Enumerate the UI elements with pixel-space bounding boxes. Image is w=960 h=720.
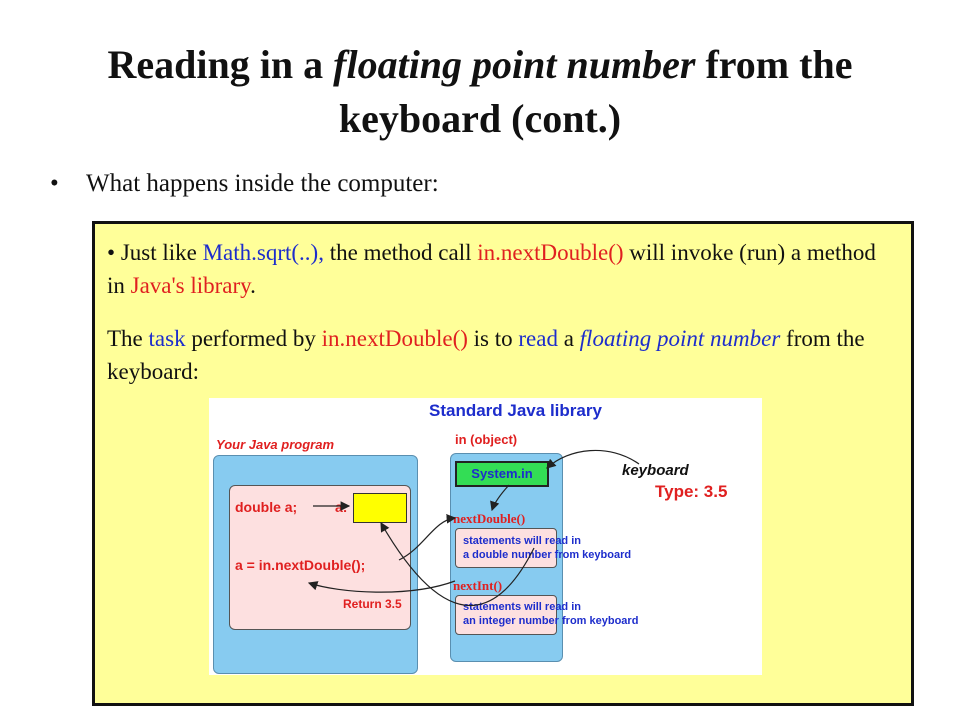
arrow-keyboard-to-sysin (547, 450, 639, 468)
p2-text: from the keyboard: (107, 326, 865, 384)
p1-text: the method call (323, 240, 478, 265)
diagram-arrows (209, 398, 762, 675)
p1-text: Just like (120, 240, 203, 265)
method-next-int-stmt-1: statements will read in (463, 601, 581, 613)
main-bullet (50, 170, 439, 198)
panel-paragraph-1 (107, 236, 897, 302)
method-next-double-stmt-2: a double number from keyboard (463, 549, 632, 561)
title-text-end: from the (695, 42, 853, 87)
p2-read: read (518, 326, 558, 351)
p2-floating-point: floating point number (579, 326, 781, 351)
program-label: Your Java program (216, 437, 335, 452)
p1-method-call: in.nextDouble() (477, 240, 624, 265)
p2-text: The (107, 326, 149, 351)
p1-text: . (250, 273, 256, 298)
p2-text: a (557, 326, 580, 351)
panel-bullet-icon: • (107, 240, 116, 265)
method-next-int-label: nextInt() (453, 578, 503, 593)
p2-text: is to (467, 326, 519, 351)
panel-paragraph-2 (107, 322, 897, 388)
title-text-start: Reading in a (107, 42, 334, 87)
system-in-box: System.in (455, 461, 549, 487)
bullet-dot-icon: • (50, 170, 59, 197)
variable-label: a: (335, 499, 348, 515)
method-next-double-label: nextDouble() (453, 511, 526, 526)
p2-text: performed by (185, 326, 322, 351)
code-assignment: a = in.nextDouble(); (235, 557, 366, 573)
p1-text: will invoke (run) a method in (107, 240, 876, 298)
keyboard-label: keyboard (622, 462, 689, 479)
return-label: Return 3.5 (343, 597, 402, 611)
title-line-1 (40, 38, 920, 92)
p1-math-sqrt: Math.sqrt(..), (202, 240, 324, 265)
object-label: in (object) (455, 432, 518, 447)
method-next-double-stmt-1: statements will read in (463, 535, 581, 547)
library-title: Standard Java library (429, 401, 602, 420)
title-line-2: keyboard (cont.) (338, 96, 622, 141)
type-input-label: Type: 3.5 (655, 482, 728, 501)
arrow-call-to-method (399, 518, 455, 560)
slide-title (40, 38, 920, 146)
p2-task: task (148, 326, 186, 351)
p2-method-call: in.nextDouble() (321, 326, 468, 351)
library-diagram (209, 398, 762, 675)
main-bullet-text: What happens inside the computer: (86, 170, 439, 197)
title-emphasis: floating point number (333, 42, 696, 87)
p1-java-library: Java's library (130, 273, 251, 298)
arrow-return-to-a (381, 523, 534, 605)
explanation-panel (92, 221, 914, 706)
method-next-int-stmt-2: an integer number from keyboard (463, 615, 639, 627)
arrow-sysin-to-method (492, 485, 509, 510)
code-declaration: double a; (235, 499, 298, 515)
